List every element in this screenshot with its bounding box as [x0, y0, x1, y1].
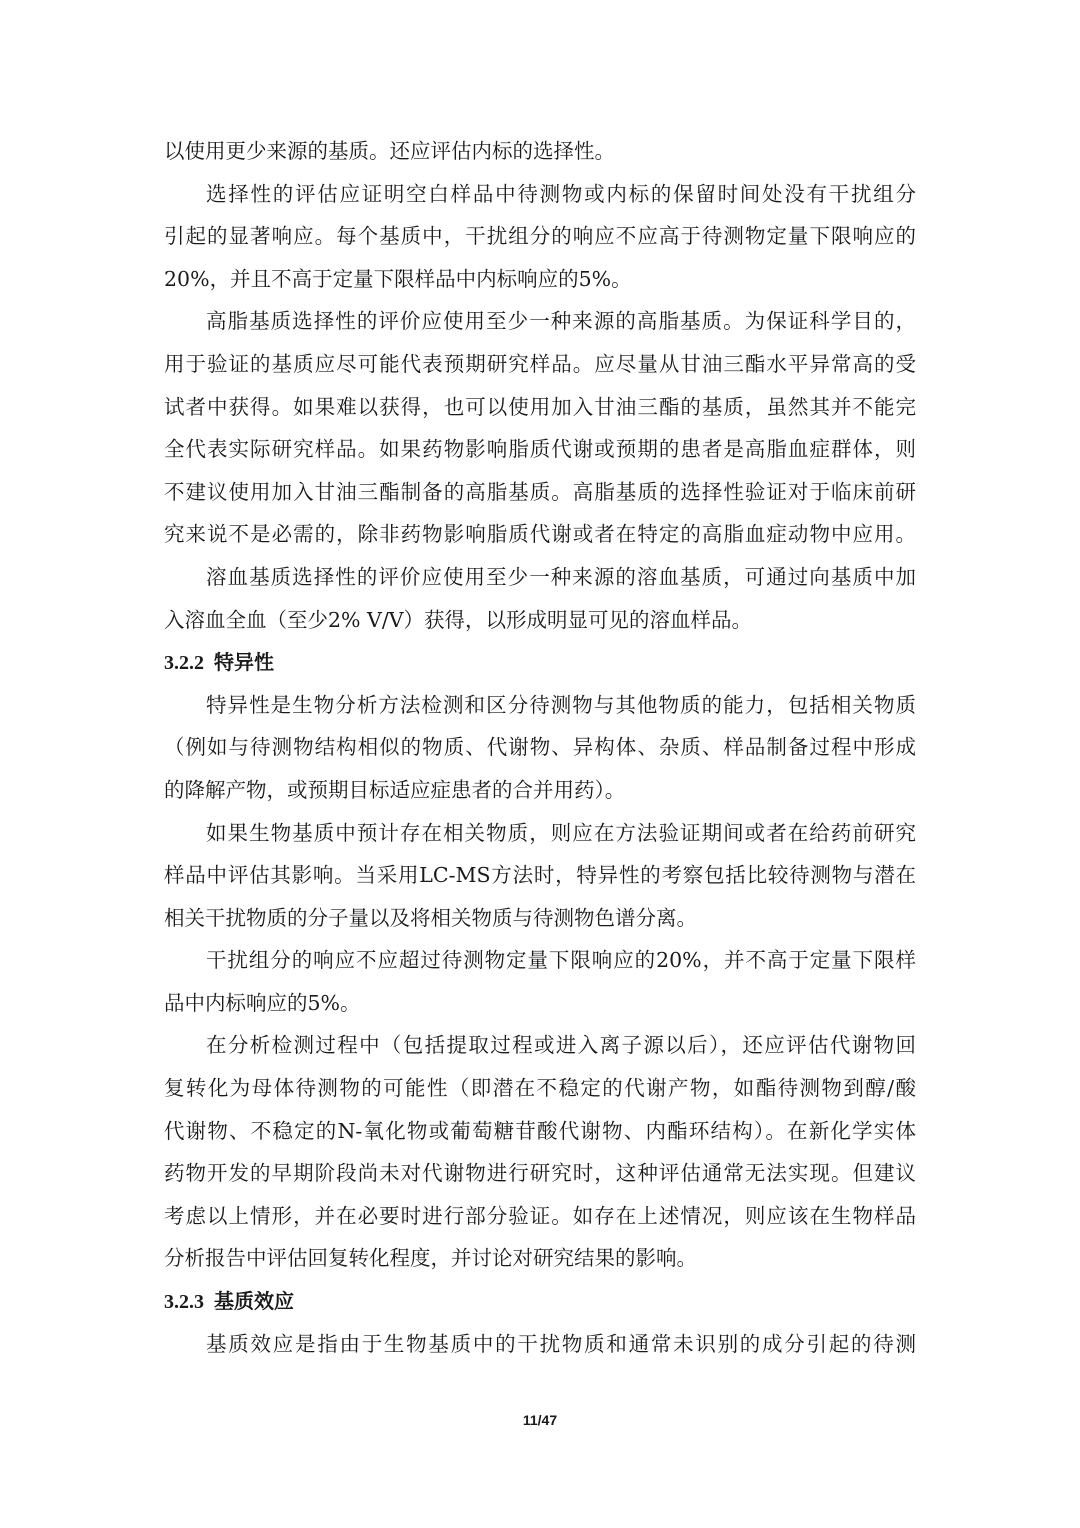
text-line: 入溶血全血（至少2% V/V）获得，以形成明显可见的溶血样品。 — [164, 607, 753, 632]
text-line: 究来说不是必需的，除非药物影响脂质代谢或者在特定的高脂血症动物中应用。 — [164, 522, 916, 547]
text-line: 代谢物、不稳定的N-氧化物或葡萄糖苷酸代谢物、内酯环结构）。在新化学实体 — [164, 1118, 916, 1143]
section-heading — [164, 641, 916, 684]
text-line: 的降解产物，或预期目标适应症患者的合并用药）。 — [164, 777, 626, 802]
text-line: 20%，并且不高于定量下限样品中内标响应的5%。 — [164, 266, 632, 291]
text-line: （例如与待测物结构相似的物质、代谢物、异构体、杂质、样品制备过程中形成 — [164, 735, 916, 760]
section-title: 基质效应 — [214, 1289, 294, 1314]
text-line: 考虑以上情形，并在必要时进行部分验证。如存在上述情况，则应该在生物样品 — [164, 1203, 916, 1228]
text-line: 药物开发的早期阶段尚未对代谢物进行研究时，这种评估通常无法实现。但建议 — [164, 1161, 916, 1186]
text-line: 高脂基质选择性的评价应使用至少一种来源的高脂基质。为保证科学目的， — [206, 309, 916, 334]
text-line: 样品中评估其影响。当采用LC-MS方法时，特异性的考察包括比较待测物与潜在 — [164, 863, 916, 888]
text-line: 全代表实际研究样品。如果药物影响脂质代谢或预期的患者是高脂血症群体，则 — [164, 437, 916, 462]
page-number: 11/47 — [522, 1412, 558, 1428]
section-title: 特异性 — [214, 650, 274, 675]
text-line: 不建议使用加入甘油三酯制备的高脂基质。高脂基质的选择性验证对于临床前研 — [164, 479, 916, 504]
text-line: 在分析检测过程中（包括提取过程或进入离子源以后），还应评估代谢物回 — [206, 1033, 916, 1058]
text-line: 分析报告中评估回复转化程度，并讨论对研究结果的影响。 — [164, 1246, 697, 1271]
section-number: 3.2.3 — [164, 1291, 204, 1314]
text-line: 引起的显著响应。每个基质中，干扰组分的响应不应高于待测物定量下限响应的 — [164, 224, 916, 249]
text-line: 品中内标响应的5%。 — [164, 990, 361, 1015]
section-number: 3.2.2 — [164, 652, 204, 675]
text-line: 以使用更少来源的基质。还应评估内标的选择性。 — [164, 139, 615, 163]
document-body — [164, 130, 916, 1365]
text-line: 干扰组分的响应不应超过待测物定量下限响应的20%，并不高于定量下限样 — [206, 948, 916, 973]
text-line: 如果生物基质中预计存在相关物质，则应在方法验证期间或者在给药前研究 — [206, 820, 916, 845]
text-line: 特异性是生物分析方法检测和区分待测物与其他物质的能力，包括相关物质 — [206, 692, 916, 717]
text-line: 溶血基质选择性的评价应使用至少一种来源的溶血基质，可通过向基质中加 — [206, 564, 916, 589]
text-line: 相关干扰物质的分子量以及将相关物质与待测物色谱分离。 — [164, 905, 697, 930]
text-line: 选择性的评估应证明空白样品中待测物或内标的保留时间处没有干扰组分 — [206, 181, 916, 206]
section-heading — [164, 1280, 916, 1323]
text-line: 基质效应是指由于生物基质中的干扰物质和通常未识别的成分引起的待测 — [206, 1331, 916, 1356]
text-line: 复转化为母体待测物的可能性（即潜在不稳定的代谢产物，如酯待测物到醇/酸 — [164, 1076, 916, 1101]
text-line: 试者中获得。如果难以获得，也可以使用加入甘油三酯的基质，虽然其并不能完 — [164, 394, 916, 419]
text-line: 用于验证的基质应尽可能代表预期研究样品。应尽量从甘油三酯水平异常高的受 — [164, 351, 916, 376]
